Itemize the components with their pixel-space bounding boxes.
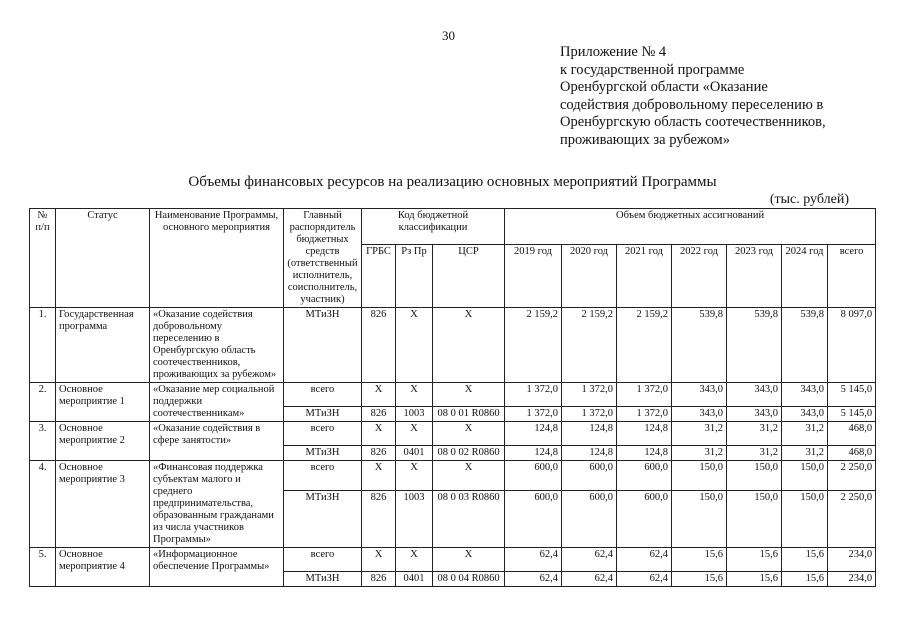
row-value: 343,0 (727, 383, 782, 407)
table-row (30, 461, 876, 491)
row-number: 4. (30, 461, 56, 548)
row-value: 124,8 (505, 446, 562, 461)
row-value: 539,8 (727, 308, 782, 383)
table-row (30, 422, 876, 446)
row-value: 1 372,0 (562, 407, 617, 422)
row-value: 124,8 (562, 446, 617, 461)
row-value: 62,4 (505, 548, 562, 572)
row-value: 1 372,0 (617, 383, 672, 407)
header-rzpr: Рз Пр (396, 245, 433, 308)
row-value: 2 159,2 (505, 308, 562, 383)
row-value: 150,0 (727, 490, 782, 547)
row-value: 150,0 (782, 461, 828, 491)
row-number: 1. (30, 308, 56, 383)
appendix-line: к государственной программе (560, 61, 745, 78)
row-rzpr: Х (396, 422, 433, 446)
page-number: 30 (442, 28, 455, 43)
header-year: 2023 год (727, 245, 782, 308)
row-value: 600,0 (505, 490, 562, 547)
appendix-line: проживающих за рубежом» (560, 131, 730, 148)
row-value: 234,0 (828, 572, 876, 587)
row-gr: всего (284, 422, 362, 446)
table-row (30, 383, 876, 407)
row-rzpr: Х (396, 383, 433, 407)
row-value: 600,0 (562, 490, 617, 547)
row-grbs: 826 (362, 446, 396, 461)
row-value: 343,0 (782, 407, 828, 422)
row-value: 539,8 (672, 308, 727, 383)
row-grbs: 826 (362, 308, 396, 383)
row-gr: МТиЗН (284, 572, 362, 587)
row-csr: Х (433, 548, 505, 572)
row-value: 15,6 (727, 572, 782, 587)
row-value: 62,4 (505, 572, 562, 587)
row-value: 150,0 (672, 490, 727, 547)
row-value: 600,0 (617, 461, 672, 491)
row-rzpr: Х (396, 461, 433, 491)
row-gr: всего (284, 461, 362, 491)
row-rzpr: 1003 (396, 490, 433, 547)
row-value: 31,2 (672, 422, 727, 446)
header-grbs: ГРБС (362, 245, 396, 308)
row-rzpr: 0401 (396, 572, 433, 587)
header-year: 2022 год (672, 245, 727, 308)
table-row (30, 548, 876, 572)
row-rzpr: 0401 (396, 446, 433, 461)
row-grbs: Х (362, 383, 396, 407)
appendix-line: Оренбургской области «Оказание (560, 79, 768, 95)
row-gr: МТиЗН (284, 446, 362, 461)
row-value: 15,6 (672, 572, 727, 587)
row-value: 15,6 (727, 548, 782, 572)
row-status: Основное мероприятие 2 (56, 422, 150, 461)
row-value: 343,0 (782, 383, 828, 407)
table-row (30, 308, 876, 383)
row-grbs: Х (362, 548, 396, 572)
row-gr: МТиЗН (284, 308, 362, 383)
row-value: 343,0 (727, 407, 782, 422)
header-year: 2024 год (782, 245, 828, 308)
row-value: 31,2 (727, 446, 782, 461)
header-year: 2020 год (562, 245, 617, 308)
row-value: 1 372,0 (617, 407, 672, 422)
document-title: Объемы финансовых ресурсов на реализацию основных мероприятий Программы (188, 174, 717, 190)
row-grbs: 826 (362, 490, 396, 547)
row-name: «Оказание содействия добровольному переселению в Оренбургскую область соотечественников, проживающих за рубежом» (150, 308, 284, 383)
header-gr: Главный распорядитель бюджетных средств (ответственный исполнитель, соисполнитель, участник) (284, 209, 362, 308)
row-value: 234,0 (828, 548, 876, 572)
row-value: 539,8 (782, 308, 828, 383)
row-value: 600,0 (505, 461, 562, 491)
row-rzpr: Х (396, 548, 433, 572)
row-value: 15,6 (782, 548, 828, 572)
row-value: 31,2 (782, 446, 828, 461)
row-value: 150,0 (672, 461, 727, 491)
row-grbs: 826 (362, 572, 396, 587)
header-year: 2019 год (505, 245, 562, 308)
row-value: 5 145,0 (828, 407, 876, 422)
row-number: 5. (30, 548, 56, 587)
appendix-header (560, 44, 900, 149)
row-value: 2 250,0 (828, 490, 876, 547)
row-rzpr: Х (396, 308, 433, 383)
row-value: 15,6 (672, 548, 727, 572)
appendix-line: содействия добровольному переселению в (560, 96, 824, 113)
row-number: 3. (30, 422, 56, 461)
row-status: Государственная программа (56, 308, 150, 383)
units-label: (тыс. рублей) (769, 192, 849, 207)
appendix-line: Оренбургскую область соотечественников, (560, 114, 826, 130)
row-value: 150,0 (782, 490, 828, 547)
row-value: 8 097,0 (828, 308, 876, 383)
header-csr: ЦСР (433, 245, 505, 308)
row-csr: Х (433, 308, 505, 383)
row-grbs: Х (362, 422, 396, 446)
row-value: 343,0 (672, 383, 727, 407)
row-number: 2. (30, 383, 56, 422)
row-status: Основное мероприятие 3 (56, 461, 150, 548)
row-value: 2 159,2 (562, 308, 617, 383)
row-value: 62,4 (562, 548, 617, 572)
row-status: Основное мероприятие 4 (56, 548, 150, 587)
row-value: 468,0 (828, 422, 876, 446)
row-value: 124,8 (562, 422, 617, 446)
header-volume-group: Объем бюджетных ассигнований (505, 209, 876, 245)
row-csr: Х (433, 461, 505, 491)
row-name: «Оказание мер социальной поддержки соотечественникам» (150, 383, 284, 422)
finance-table (29, 208, 876, 587)
row-value: 124,8 (505, 422, 562, 446)
row-grbs: 826 (362, 407, 396, 422)
row-gr: всего (284, 548, 362, 572)
row-value: 31,2 (727, 422, 782, 446)
header-num: № п/п (30, 209, 56, 308)
row-csr: 08 0 03 R0860 (433, 490, 505, 547)
row-name: «Информационное обеспечение Программы» (150, 548, 284, 587)
row-csr: 08 0 02 R0860 (433, 446, 505, 461)
row-value: 150,0 (727, 461, 782, 491)
row-csr: 08 0 04 R0860 (433, 572, 505, 587)
row-value: 31,2 (672, 446, 727, 461)
row-value: 600,0 (617, 490, 672, 547)
row-gr: МТиЗН (284, 407, 362, 422)
row-value: 15,6 (782, 572, 828, 587)
header-total: всего (828, 245, 876, 308)
row-name: «Финансовая поддержка субъектам малого и среднего предпринимательства, образованным гражданами из числа участников Программы» (150, 461, 284, 548)
row-value: 468,0 (828, 446, 876, 461)
row-rzpr: 1003 (396, 407, 433, 422)
header-year: 2021 год (617, 245, 672, 308)
row-value: 343,0 (672, 407, 727, 422)
header-code-group: Код бюджетной классификации (362, 209, 505, 245)
row-value: 1 372,0 (562, 383, 617, 407)
appendix-line: Приложение № 4 (560, 44, 667, 60)
row-grbs: Х (362, 461, 396, 491)
row-value: 5 145,0 (828, 383, 876, 407)
row-value: 1 372,0 (505, 407, 562, 422)
row-value: 1 372,0 (505, 383, 562, 407)
row-value: 2 250,0 (828, 461, 876, 491)
row-value: 62,4 (617, 572, 672, 587)
row-value: 62,4 (617, 548, 672, 572)
row-csr: 08 0 01 R0860 (433, 407, 505, 422)
header-name: Наименование Программы, основного мероприятия (150, 209, 284, 308)
row-value: 31,2 (782, 422, 828, 446)
row-csr: Х (433, 383, 505, 407)
row-value: 62,4 (562, 572, 617, 587)
row-value: 2 159,2 (617, 308, 672, 383)
header-status: Статус (56, 209, 150, 308)
row-csr: Х (433, 422, 505, 446)
row-value: 124,8 (617, 446, 672, 461)
row-name: «Оказание содействия в сфере занятости» (150, 422, 284, 461)
row-gr: всего (284, 383, 362, 407)
row-value: 600,0 (562, 461, 617, 491)
row-value: 124,8 (617, 422, 672, 446)
row-status: Основное мероприятие 1 (56, 383, 150, 422)
row-gr: МТиЗН (284, 490, 362, 547)
